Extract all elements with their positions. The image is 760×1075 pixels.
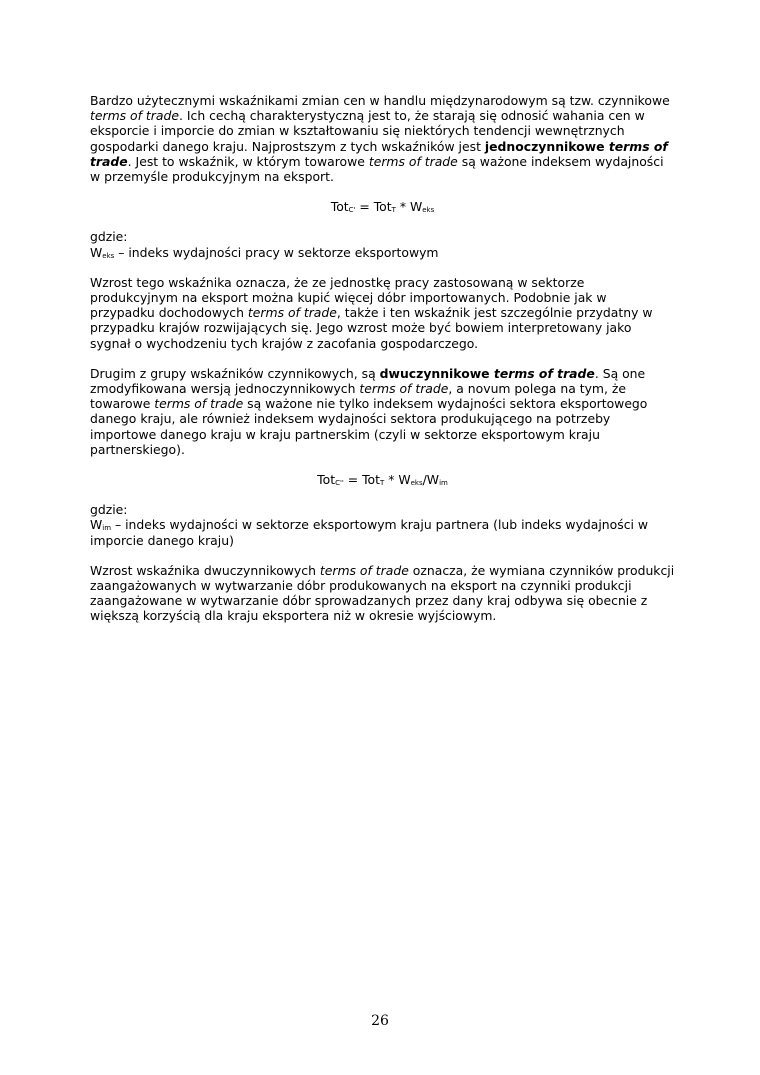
term: terms of trade bbox=[368, 153, 458, 169]
text: są ważone indeksem wydajności w przemyśle produkcyjnym na eksport. bbox=[90, 153, 664, 185]
paragraph-double-factor: Drugim z grupy wskaźników czynnikowych, są dwuczynnikowe terms of trade. Są one zmodyfikowana wersją jednoczynnikowych terms of trade, a novum polega na tym, że towarowe terms of trade są ważone nie tylko indeksem wydajności sektora eksportowego danego kraju, ale również indeksem wydajności sektora produkującego na potrzeby importowe danego kraju w kraju partnerskim (czyli w sektorze eksportowym kraju partnerskiego). bbox=[90, 365, 648, 457]
bold-italic-term: terms of trade bbox=[90, 138, 668, 169]
where-label: gdzie: bbox=[90, 502, 128, 518]
definition-weks: $W_{eks}$ – indeks wydajności pracy w sektorze eksportowym bbox=[90, 244, 439, 260]
where-label: gdzie: bbox=[90, 229, 128, 245]
text: Bardzo użytecznymi wskaźnikami zmian cen w handlu międzynarodowym są tzw. czynnikowe bbox=[90, 93, 670, 108]
paragraph-intro bbox=[90, 93, 675, 184]
page-number: 26 bbox=[371, 1013, 389, 1029]
text: . Ich cechą charakterystyczną jest to, że starają się odnosić wahania cen w eksporcie i imporcie do zmian w kształtowaniu się niektórych tendencji wewnętrznych gospodarki danego kraju. Najprostszym z tych wskaźników jest bbox=[90, 108, 645, 154]
paragraph-single-factor: Wzrost tego wskaźnika oznacza, że ze jednostkę pracy zastosowaną w sektorze produkcyjnym na eksport można kupić więcej dóbr importowanych. Podobnie jak w przypadku dochodowych terms of trade, także i ten wskaźnik jest szczególnie przydatny w przypadku krajów rozwijających się. Jego wzrost może być bowiem interpretowany jako sygnał o wychodzeniu tych krajów z zacofania gospodarczego. bbox=[90, 274, 653, 351]
bold-term: jednoczynnikowe bbox=[484, 138, 609, 154]
text: . Jest to wskaźnik, w którym towarowe bbox=[127, 153, 369, 169]
definition-wim: $W_{im}$ – indeks wydajności w sektorze eksportowym kraju partnera (lub indeks wydajności w imporcie danego kraju) bbox=[90, 517, 649, 548]
formula-single-factor: $Tot_{C'} = Tot_T * W_{eks}$ bbox=[330, 199, 435, 215]
formula-double-factor: $Tot_{C''} = Tot_T * W_{eks}/W_{im}$ bbox=[317, 472, 448, 488]
document-body bbox=[90, 93, 675, 624]
paragraph-conclusion: Wzrost wskaźnika dwuczynnikowych terms of trade oznacza, że wymiana czynników produkcji zaangażowanych w wytwarzanie dóbr produkowanych na eksport na czynniki produkcji zaangażowane w wytwarzanie dóbr sprowadzanych przez dany kraj odbywa się obecnie z większą korzyścią dla kraju eksportera niż w okresie wyjściowym. bbox=[90, 562, 675, 624]
term: terms of trade bbox=[90, 108, 179, 124]
